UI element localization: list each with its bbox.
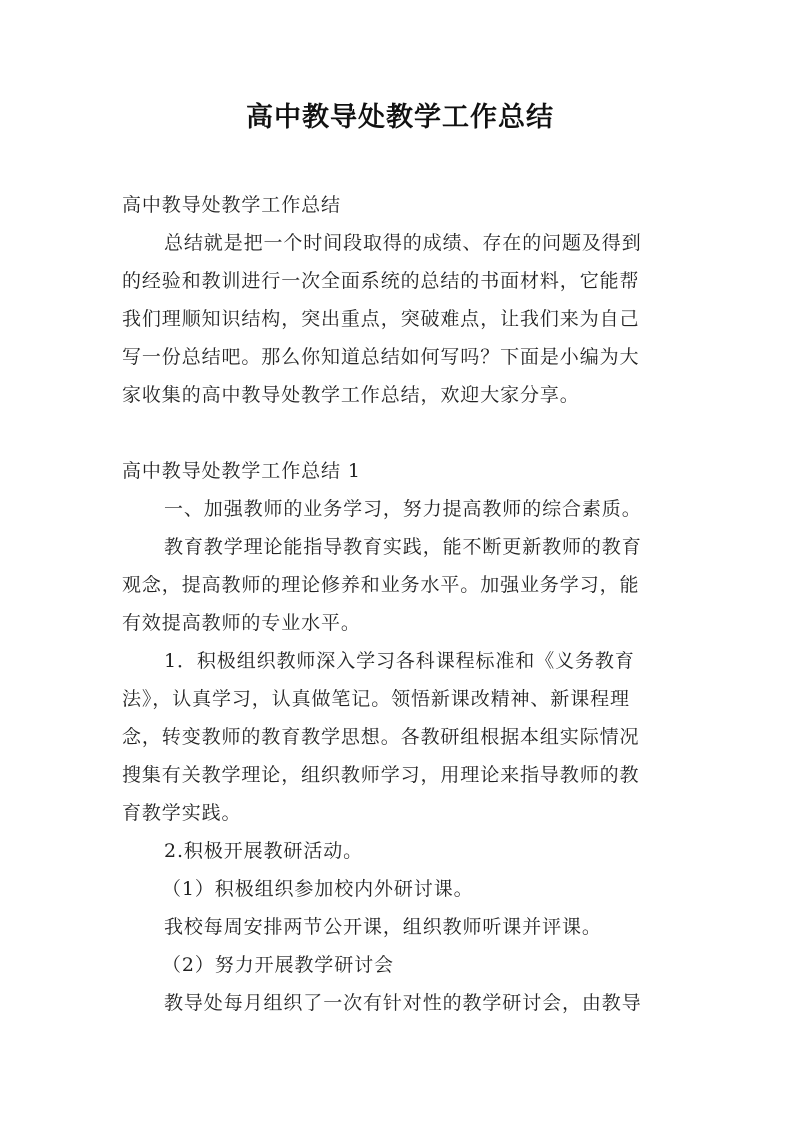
paragraph-line: 教导处每月组织了一次有针对性的教学研讨会，由教导	[164, 992, 642, 1014]
paragraph-line: 写一份总结吧。那么你知道总结如何写吗？下面是小编为大	[122, 346, 640, 368]
paragraph-line: 我们理顺知识结构，突出重点，突破难点，让我们来为自己	[122, 308, 640, 330]
section-heading: 高中教导处教学工作总结 1	[122, 460, 361, 482]
paragraph-line: 我校每周安排两节公开课，组织教师听课并评课。	[164, 916, 602, 938]
section-subheading: 一、加强教师的业务学习，努力提高教师的综合素质。	[164, 498, 642, 520]
paragraph-spacer	[122, 414, 692, 452]
list-item-line: 2.积极开展教研活动。	[164, 840, 364, 862]
paragraph-line: 观念，提高教师的理论修养和业务水平。加强业务学习，能	[122, 574, 640, 596]
intro-heading: 高中教导处教学工作总结	[122, 194, 341, 216]
sub-item-heading: （1）积极组织参加校内外研讨课。	[162, 878, 474, 900]
document-body	[122, 186, 692, 1022]
paragraph-line: 念，转变教师的教育教学思想。各教研组根据本组实际情况	[122, 726, 640, 748]
paragraph-line: 总结就是把一个时间段取得的成绩、存在的问题及得到	[164, 232, 642, 254]
paragraph-line: 育教学实践。	[122, 802, 242, 824]
paragraph-line: 搜集有关教学理论，组织教师学习，用理论来指导教师的教	[122, 764, 640, 786]
paragraph-line: 的经验和教训进行一次全面系统的总结的书面材料，它能帮	[122, 270, 640, 292]
document-title: 高中教导处教学工作总结	[246, 102, 554, 133]
paragraph-line: 法》，认真学习，认真做笔记。领悟新课改精神、新课程理	[122, 688, 630, 710]
list-item-line: 1．积极组织教师深入学习各科课程标准和《义务教育	[164, 650, 635, 672]
paragraph-line: 教育教学理论能指导教育实践，能不断更新教师的教育	[164, 536, 642, 558]
sub-item-heading: （2）努力开展教学研讨会	[162, 954, 394, 976]
paragraph-line: 家收集的高中教导处教学工作总结，欢迎大家分享。	[122, 384, 580, 406]
paragraph-line: 有效提高教师的专业水平。	[122, 612, 361, 634]
